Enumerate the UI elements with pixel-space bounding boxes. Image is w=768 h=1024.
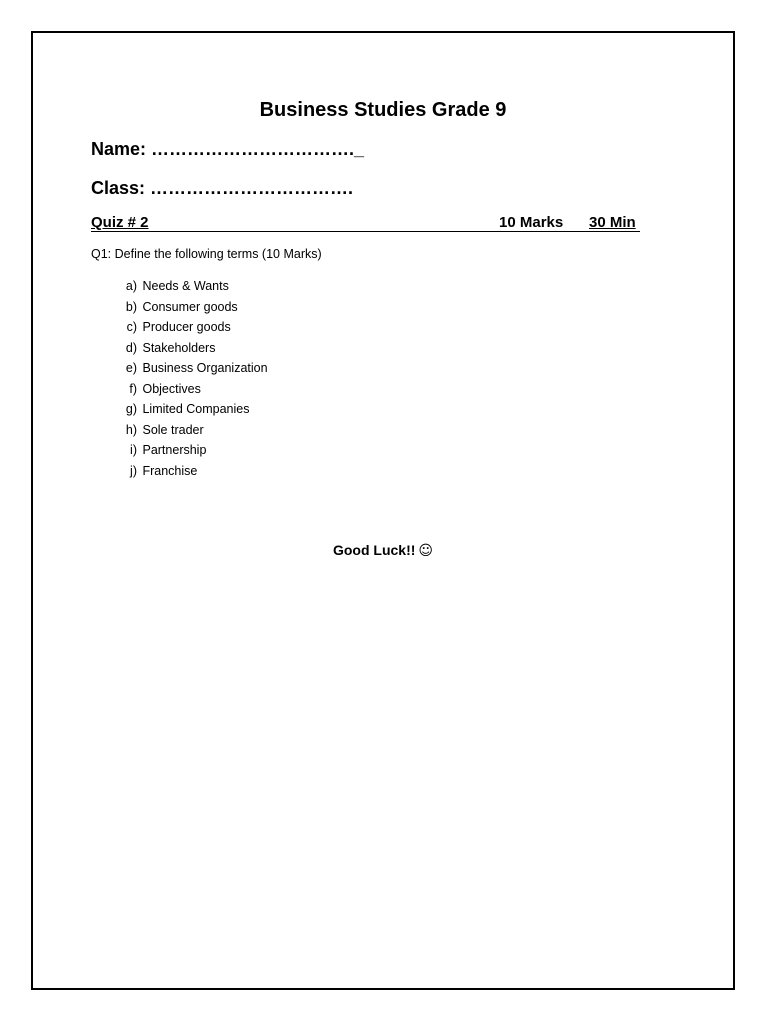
list-letter: i) — [130, 443, 137, 457]
list-item — [111, 358, 268, 379]
term-text: Objectives — [142, 381, 201, 396]
closing-text: Good Luck!! — [332, 542, 416, 558]
list-letter: c) — [126, 320, 137, 334]
quiz-header-row — [91, 214, 640, 232]
list-letter: g) — [125, 402, 137, 416]
term-text: Stakeholders — [142, 340, 216, 355]
list-item — [111, 440, 268, 461]
list-letter: h) — [125, 422, 137, 437]
term-text: Needs & Wants — [142, 279, 229, 293]
term-list — [111, 276, 268, 481]
term-text: Producer goods — [142, 320, 231, 334]
list-letter: d) — [125, 340, 137, 355]
class-field: Class: ……………………………. — [91, 178, 354, 198]
list-item — [111, 338, 268, 359]
term-text: Franchise — [142, 463, 198, 478]
list-item — [111, 297, 268, 318]
quiz-number: Quiz # 2 — [91, 214, 149, 231]
list-letter: a) — [125, 279, 137, 293]
list-letter: j) — [130, 463, 137, 478]
list-letter: f) — [129, 381, 137, 396]
list-item — [111, 276, 268, 297]
list-item — [111, 399, 268, 420]
list-item — [111, 420, 268, 441]
document-page — [31, 31, 735, 990]
list-item — [111, 317, 268, 338]
list-letter: e) — [125, 361, 137, 375]
list-letter: b) — [125, 299, 137, 314]
name-field: Name: ……………………………._ — [91, 139, 365, 159]
term-text: Sole trader — [142, 422, 204, 437]
total-marks: 10 Marks — [499, 214, 564, 231]
term-text: Limited Companies — [142, 402, 250, 416]
term-text: Partnership — [142, 443, 207, 457]
term-text: Business Organization — [142, 361, 268, 375]
question-1: Q1: Define the following terms (10 Marks) — [91, 247, 322, 261]
document-title: Business Studies Grade 9 — [259, 99, 507, 121]
smiley-face-icon: ☺ — [418, 543, 434, 559]
list-item — [111, 461, 268, 482]
quiz-duration: 30 Min — [589, 214, 636, 231]
list-item — [111, 379, 268, 400]
term-text: Consumer goods — [142, 299, 238, 314]
closing-message — [33, 542, 733, 559]
